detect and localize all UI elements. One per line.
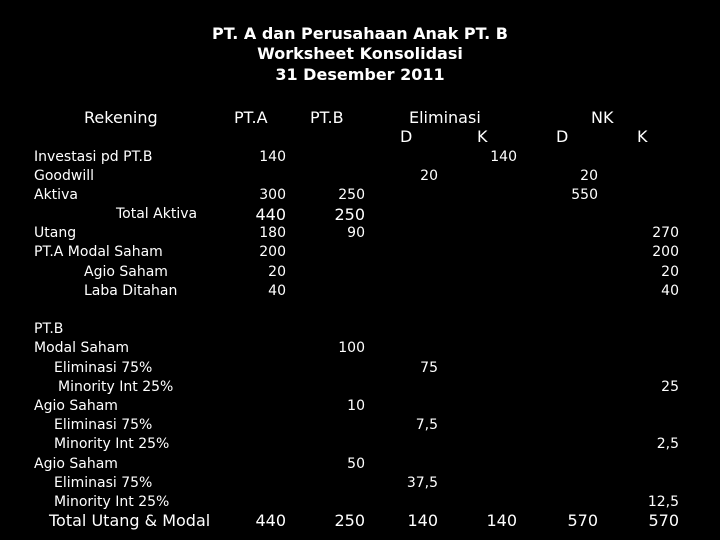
row-label-ptb-modal-saham: Modal Saham: [34, 340, 130, 356]
cell-elim-d-eliminasi-3: 37,5: [406, 475, 438, 491]
cell-ptb-total-utang-modal: 250: [334, 511, 365, 530]
cell-nk-k-total: 570: [648, 511, 679, 530]
row-label-ptb: PT.B: [34, 321, 64, 337]
cell-ptb-agio-saham-2: 50: [347, 456, 365, 472]
cell-elim-d-goodwill: 20: [420, 168, 438, 184]
row-label-eliminasi-2: Eliminasi 75%: [54, 417, 153, 433]
cell-pta-agio-saham: 20: [268, 264, 286, 280]
cell-ptb-agio-saham-1: 10: [347, 398, 365, 414]
cell-ptb-modal-saham: 100: [338, 340, 365, 356]
header-nk: NK: [591, 108, 614, 127]
row-label-ptb-agio-saham-1: Agio Saham: [34, 398, 118, 414]
row-label-ptb-agio-saham-2: Agio Saham: [34, 456, 118, 472]
cell-nk-d-aktiva: 550: [571, 187, 598, 203]
cell-elim-d-total: 140: [407, 511, 438, 530]
cell-nk-d-total: 570: [567, 511, 598, 530]
cell-pta-laba-ditahan: 40: [268, 283, 286, 299]
row-label-pta-modal-saham: PT.A Modal Saham: [34, 244, 163, 260]
cell-pta-utang: 180: [259, 225, 286, 241]
row-label-minority-1: Minority Int 25%: [58, 379, 174, 395]
cell-ptb-total-aktiva: 250: [334, 205, 365, 224]
cell-nk-k-modal-saham: 200: [652, 244, 679, 260]
row-label-eliminasi-1: Eliminasi 75%: [54, 360, 153, 376]
header-pta: PT.A: [234, 108, 268, 127]
cell-nk-k-laba-ditahan: 40: [661, 283, 679, 299]
row-label-investasi: Investasi pd PT.B: [34, 149, 153, 165]
cell-pta-total-aktiva: 440: [255, 205, 286, 224]
cell-elim-d-eliminasi-1: 75: [420, 360, 438, 376]
cell-elim-k-investasi: 140: [490, 149, 517, 165]
row-label-total-aktiva: Total Aktiva: [116, 206, 198, 222]
cell-nk-d-goodwill: 20: [580, 168, 598, 184]
cell-nk-k-minority-1: 25: [661, 379, 679, 395]
cell-elim-d-eliminasi-2: 7,5: [415, 417, 438, 433]
cell-pta-aktiva: 300: [259, 187, 286, 203]
row-label-minority-3: Minority Int 25%: [54, 494, 170, 510]
row-label-total-utang-modal: Total Utang & Modal: [49, 511, 211, 530]
cell-nk-k-utang: 270: [652, 225, 679, 241]
row-label-goodwill: Goodwill: [34, 168, 94, 184]
cell-elim-k-total: 140: [486, 511, 517, 530]
cell-pta-investasi: 140: [259, 149, 286, 165]
cell-pta-modal-saham: 200: [259, 244, 286, 260]
row-label-laba-ditahan: Laba Ditahan: [84, 283, 178, 299]
header-eliminasi-k: K: [477, 127, 488, 146]
cell-nk-k-minority-2: 2,5: [656, 436, 679, 452]
cell-ptb-utang: 90: [347, 225, 365, 241]
title-line-2: Worksheet Konsolidasi: [257, 44, 463, 63]
cell-nk-k-agio-saham: 20: [661, 264, 679, 280]
header-eliminasi: Eliminasi: [409, 108, 481, 127]
row-label-minority-2: Minority Int 25%: [54, 436, 170, 452]
row-label-aktiva: Aktiva: [34, 187, 78, 203]
title-line-1: PT. A dan Perusahaan Anak PT. B: [212, 24, 508, 43]
header-nk-k: K: [637, 127, 648, 146]
cell-nk-k-minority-3: 12,5: [647, 494, 679, 510]
header-rekening: Rekening: [84, 108, 158, 127]
row-label-utang: Utang: [34, 225, 77, 241]
header-eliminasi-d: D: [400, 127, 413, 146]
row-label-eliminasi-3: Eliminasi 75%: [54, 475, 153, 491]
cell-ptb-aktiva: 250: [338, 187, 365, 203]
row-label-pta-agio-saham: Agio Saham: [84, 264, 168, 280]
header-nk-d: D: [556, 127, 569, 146]
cell-pta-total-utang-modal: 440: [255, 511, 286, 530]
title-line-3: 31 Desember 2011: [275, 65, 445, 84]
header-ptb: PT.B: [310, 108, 344, 127]
